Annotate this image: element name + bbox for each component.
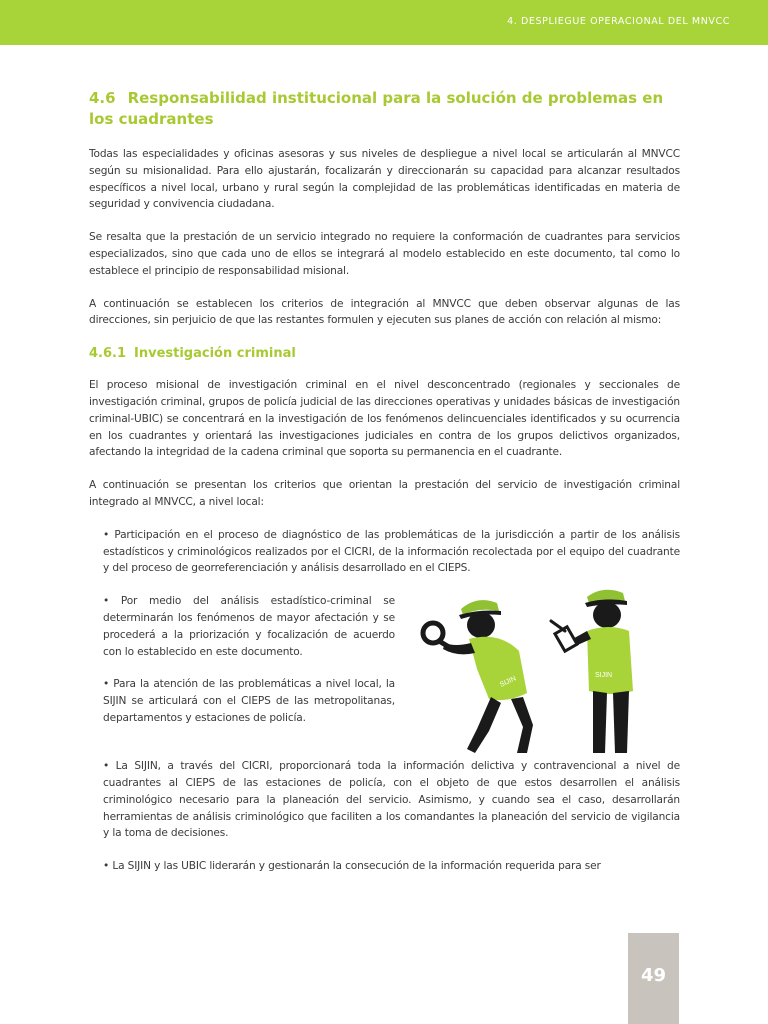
subsection-number: 4.6.1 [89, 346, 127, 362]
page-number: 49 [640, 965, 667, 986]
page-content [89, 88, 680, 891]
investigator-notepad-figure [551, 590, 633, 753]
paragraph: Se resalta que la prestación de un servicio integrado no requiere la conformación de cuadrantes para servicios especializados, sino que cada uno de ellos se integrará al modelo establecido en este documento, tal como lo establece el principio de responsabilidad misional. [89, 231, 680, 277]
bullet-item: • Participación en el proceso de diagnóstico de las problemáticas de la jurisdicción a partir de los análisis estadísticos y criminológicos realizados por el CICRI, de la información recolectada por el equipo del cuadrante y del proceso de georreferenciación y análisis desarrollado en el CIEPS. [103, 528, 680, 575]
paragraph: A continuación se establecen los criterios de integración al MNVCC que deben observar algunas de las direcciones, sin perjuicio de que las restantes formulen y ejecuten sus planes de acción con relación al mismo: [89, 297, 680, 327]
bullet-item: • La SIJIN y las UBIC liderarán y gestionarán la consecución de la información requerida para ser [103, 860, 601, 873]
section-number: 4.6 [89, 89, 116, 107]
investigators-illustration [419, 581, 644, 761]
chapter-title: 4. DESPLIEGUE OPERACIONAL DEL MNVCC [507, 16, 730, 27]
bullet-item: • Por medio del análisis estadístico-criminal se determinarán los fenómenos de mayor afectación y se procederá a la priorización y focalización de acuerdo con lo establecido en este documento. [103, 595, 395, 658]
page-number-box [628, 933, 679, 1024]
section-title: Responsabilidad institucional para la solución de problemas en los cuadrantes [89, 89, 664, 128]
investigator-magnifier-figure [423, 600, 533, 753]
bullet-item: • Para la atención de las problemáticas a nivel local, la SIJIN se articulará con el CIEPS de las metropolitanas, departamentos y estaciones de policía. [103, 678, 395, 724]
vest-label: SIJIN [595, 672, 613, 680]
subsection-heading [89, 345, 680, 363]
vest-label: SIJIN [498, 675, 518, 689]
header-bar [0, 0, 768, 45]
paragraph: Todas las especialidades y oficinas asesoras y sus niveles de despliegue a nivel local se articularán al MNVCC según su misionalidad. Para ello ajustarán, focalizarán y direccionarán su capacidad para alcanzar resultados específicos a nivel local, urbano y rural según la complejidad de las problemáticas identificadas en materia de seguridad y convivencia ciudadana. [89, 148, 680, 211]
subsection-title: Investigación criminal [134, 346, 296, 362]
bullet-item: • La SIJIN, a través del CICRI, proporcionará toda la información delictiva y contravencional a nivel de cuadrantes al CIEPS de las estaciones de policía, con el objeto de que estos desarrollen el análisis criminológico necesario para la planeación del servicio. Asimismo, y cuando sea el caso, desarrollarán herramientas de análisis criminológico que faciliten a los comandantes la planeación del servicio de vigilancia y la toma de decisiones. [103, 760, 680, 840]
bullets-with-illustration [89, 593, 680, 758]
paragraph: A continuación se presentan los criterios que orientan la prestación del servicio de investigación criminal integrado al MNVCC, a nivel local: [89, 479, 680, 508]
section-heading [89, 88, 680, 130]
paragraph: El proceso misional de investigación criminal en el nivel desconcentrado (regionales y seccionales de investigación criminal, grupos de policía judicial de las direcciones operativas y unidades básicas de investigación criminal-UBIC) se concentrará en la investigación de los fenómenos delincuenciales identificados y su ocurrencia en los cuadrantes y orientará las investigaciones judiciales en contra de los grupos delictivos organizados, afectando la integridad de la cadena criminal que soporta su permanencia en el cuadrante. [89, 379, 680, 459]
bullet-column [103, 593, 395, 743]
